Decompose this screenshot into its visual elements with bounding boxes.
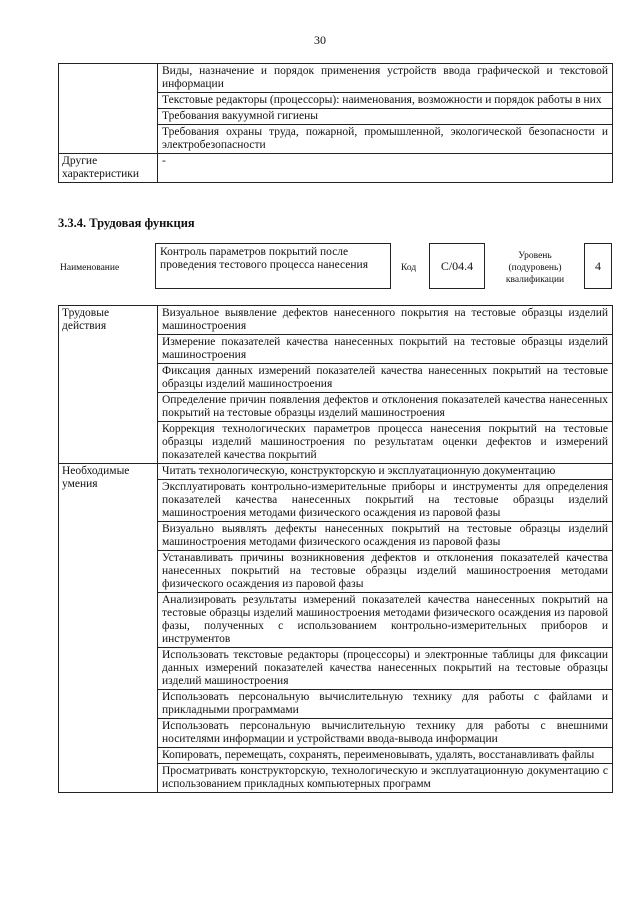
skill-item: Анализировать результаты измерений показателей качества нанесенных покрытий на тестовые образцы изделий машиностроения методами физического осаждения из паровой фазы, полученных с использованием контрольно-измерительных приборов и инструментов: [158, 593, 613, 648]
skill-item: Визуально выявлять дефекты нанесенных покрытий на тестовые образцы изделий машиностроения методами физического осаждения из паровой фазы: [158, 522, 613, 551]
labor-action-item: Определение причин появления дефектов и отклонения показателей качества нанесенных покрытий на тестовые образцы изделий машиностроения: [158, 393, 613, 422]
qualification-level-box: 4: [584, 243, 612, 289]
skill-item: Использовать персональную вычислительную технику для работы с файлами и прикладными программами: [158, 690, 613, 719]
code-label: Код: [401, 263, 417, 273]
qualification-level-label: Уровень (подуровень) квалификации: [505, 251, 565, 285]
name-label: Наименование: [60, 263, 120, 273]
labor-action-item: Фиксация данных измерений показателей качества нанесенных покрытий на тестовые образцы изделий машиностроения: [158, 364, 613, 393]
knowledge-item: Виды, назначение и порядок применения устройств ввода графической и текстовой информации: [158, 64, 613, 93]
table-row: [59, 154, 613, 183]
labor-function-table: [58, 305, 613, 793]
knowledge-table-continued: [58, 63, 613, 183]
table-row: [59, 306, 613, 335]
table-row: [59, 64, 613, 93]
labor-action-item: Измерение показателей качества нанесенных покрытий на тестовые образцы изделий машиностроения: [158, 335, 613, 364]
skill-item: Просматривать конструкторскую, технологическую и эксплуатационную документацию с использованием прикладных компьютерных программ: [158, 764, 613, 793]
section-title: 3.3.4. Трудовая функция: [58, 216, 195, 230]
skill-item: Использовать персональную вычислительную технику для работы с внешними носителями информации и устройствами ввода-вывода информации: [158, 719, 613, 748]
empty-label-cell: [59, 64, 158, 154]
other-characteristics-label: Другие характеристики: [59, 154, 158, 183]
required-skills-label: Необходимые умения: [59, 464, 158, 793]
skill-item: Копировать, перемещать, сохранять, переименовывать, удалять, восстанавливать файлы: [158, 748, 613, 764]
knowledge-item: Текстовые редакторы (процессоры): наименования, возможности и порядок работы в них: [158, 93, 613, 109]
page-number: 30: [314, 33, 326, 47]
function-code-box: C/04.4: [429, 243, 485, 289]
function-name-box: Контроль параметров покрытий после проведения тестового процесса нанесения: [155, 243, 391, 289]
skill-item: Устанавливать причины возникновения дефектов и отклонения показателей качества нанесенных покрытий на тестовые образцы изделий машиностроения методами физического осаждения из паровой фазы: [158, 551, 613, 593]
knowledge-item: Требования вакуумной гигиены: [158, 109, 613, 125]
labor-action-item: Коррекция технологических параметров процесса нанесения покрытий на тестовые образцы изделий машиностроения по результатам оценки дефектов и измерений показателей качества покрытий: [158, 422, 613, 464]
skill-item: Использовать текстовые редакторы (процессоры) и электронные таблицы для фиксации данных измерений показателей качества нанесенных покрытий на тестовые образцы изделий машиностроения: [158, 648, 613, 690]
skill-item: Эксплуатировать контрольно-измерительные приборы и инструменты для определения показателей качества нанесенных покрытий на тестовые образцы изделий машиностроения методами физического осаждения из паровой фазы: [158, 480, 613, 522]
skill-item: Читать технологическую, конструкторскую и эксплуатационную документацию: [158, 464, 613, 480]
labor-action-item: Визуальное выявление дефектов нанесенного покрытия на тестовые образцы изделий машиностроения: [158, 306, 613, 335]
labor-actions-label: Трудовые действия: [59, 306, 158, 464]
table-row: [59, 464, 613, 480]
knowledge-item: Требования охраны труда, пожарной, промышленной, экологической безопасности и электробезопасности: [158, 125, 613, 154]
other-characteristics-value: -: [158, 154, 613, 183]
